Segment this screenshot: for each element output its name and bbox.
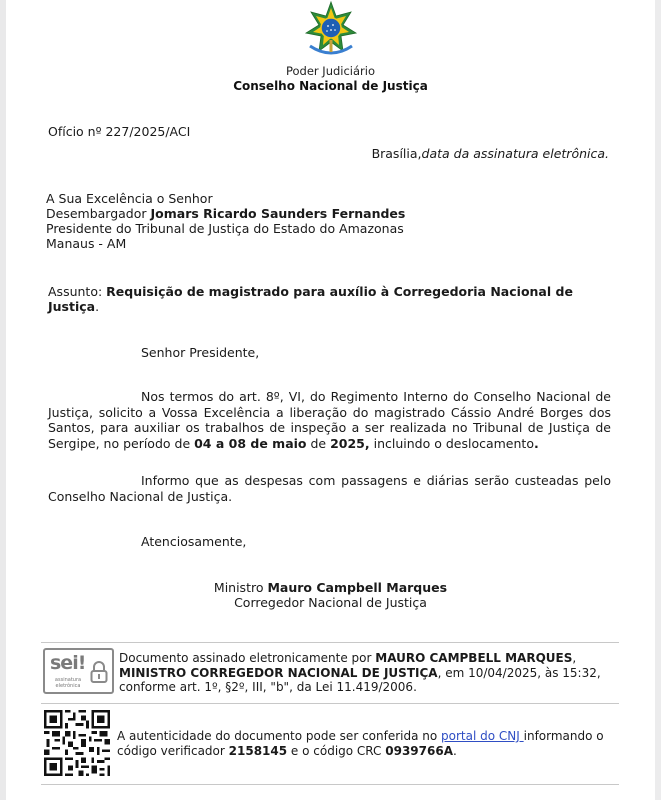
greeting: Senhor Presidente,: [141, 345, 260, 360]
addressee-position: Presidente do Tribunal de Justiça do Estado do Amazonas: [46, 221, 404, 236]
divider-middle: [41, 703, 619, 704]
para1-end: .: [533, 435, 539, 451]
subject-line: [48, 284, 608, 314]
auth-text-d: e o código CRC: [287, 744, 386, 758]
place: Brasília,: [371, 146, 422, 161]
sig-text-b: ,: [572, 651, 577, 665]
addressee-block: [46, 191, 405, 251]
signatory-title: Ministro: [213, 580, 268, 595]
sig-legal-basis: conforme art. 1º, §2º, III, "b", da Lei 11.419/2006.: [119, 680, 417, 694]
addressee-title-line: [46, 206, 405, 221]
org-line-1: Poder Judiciário: [285, 64, 376, 78]
document-number: Ofício nº 227/2025/ACI: [48, 124, 191, 139]
sei-signature-seal: [43, 648, 114, 694]
sig-datetime: , em 10/04/2025, às 15:32,: [437, 665, 601, 680]
para1-text: Nos termos do art. 8º, VI, do Regimento Interno do Conselho Nacional de Justiça, solicito a Vossa Excelência a liberação do magistrado Cássio André Borges dos Santos, para auxiliar os trabalhos de inspeção a ser realizada no Tribunal de Justiça de Sergipe, no período de: [48, 389, 611, 451]
auth-text-a: A autenticidade do documento pode ser conferida no: [117, 729, 442, 743]
page-right-margin: [655, 0, 661, 800]
auth-text-b: informando o: [523, 729, 604, 743]
para1-period: 04 a 08 de maio: [194, 435, 307, 451]
addressee-salutation: A Sua Excelência o Senhor: [46, 191, 213, 206]
body-paragraph-2: Informo que as despesas com passagens e diárias serão custeadas pelo Conselho Nacional de Justiça.: [48, 473, 611, 504]
body-paragraph-1: [48, 389, 611, 451]
crc-code: 0939766A: [385, 744, 453, 758]
lock-icon: [90, 661, 108, 683]
subject-end: .: [95, 299, 100, 314]
subject-label: Assunto:: [48, 284, 107, 299]
sig-signer: MAURO CAMPBELL MARQUES: [375, 651, 573, 665]
closing: Atenciosamente,: [141, 534, 247, 549]
para1-tail: incluindo o deslocamento: [369, 435, 534, 451]
para1-year: 2025,: [330, 435, 370, 451]
divider-top: [41, 642, 619, 643]
signatory-position: Corregedor Nacional de Justiça: [234, 595, 427, 610]
signatory-name: Mauro Campbell Marques: [267, 580, 448, 595]
sig-role: MINISTRO CORREGEDOR NACIONAL DE JUSTIÇA: [119, 665, 438, 680]
divider-bottom: [41, 784, 619, 785]
auth-text-c: código verificador: [117, 744, 229, 758]
subject-text: Requisição de magistrado para auxílio à Corregedoria Nacional de Justiça: [48, 284, 573, 314]
addressee-location: Manaus - AM: [46, 236, 127, 251]
date: data da assinatura eletrônica.: [421, 146, 609, 161]
signature-info: [119, 651, 601, 695]
verifier-code: 2158145: [228, 744, 288, 758]
org-line-2: Conselho Nacional de Justiça: [233, 79, 428, 93]
addressee-title: Desembargador: [46, 206, 151, 221]
sei-caption: assinatura eletrônica: [54, 677, 82, 689]
sig-text-a: Documento assinado eletronicamente por: [119, 651, 376, 665]
signatory-name-line: [0, 580, 661, 595]
coat-of-arms-icon: [300, 0, 362, 58]
para1-connector: de: [306, 435, 331, 451]
qr-code-icon: [44, 710, 110, 776]
sei-logo: sei!: [50, 652, 86, 674]
addressee-name: Jomars Ricardo Saunders Fernandes: [150, 206, 406, 221]
cnj-portal-link[interactable]: portal do CNJ: [441, 729, 524, 743]
place-date: [372, 146, 609, 161]
authenticity-info: [117, 729, 604, 759]
auth-text-e: .: [452, 744, 457, 758]
